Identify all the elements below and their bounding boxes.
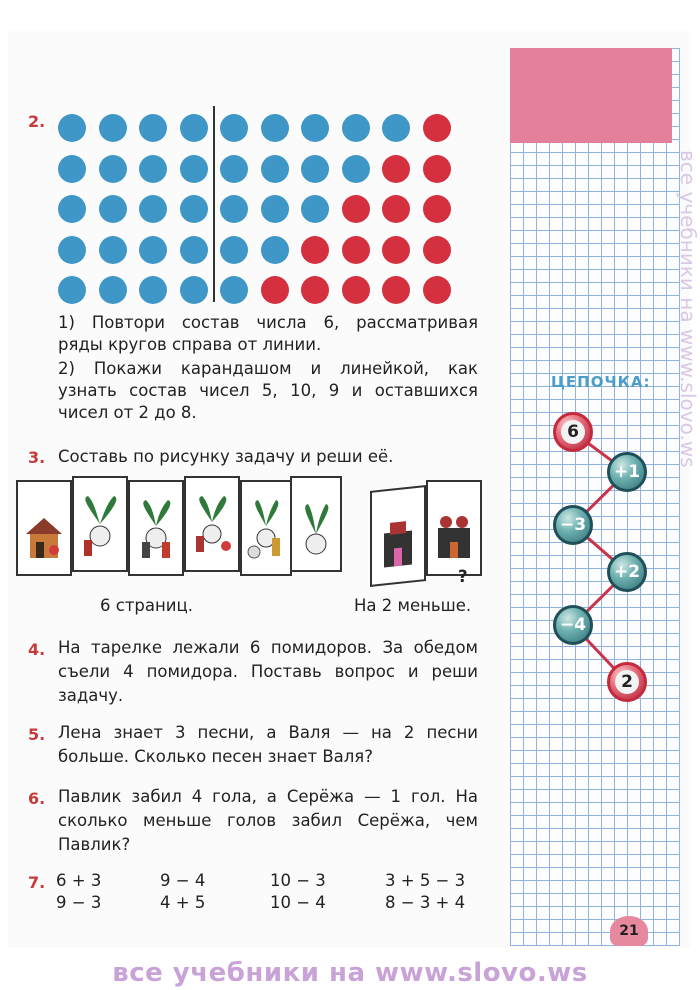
book-page (370, 485, 426, 587)
exercise-2-line-2: ряды кругов справа от линии. (58, 335, 322, 354)
pink-header-box (510, 48, 672, 143)
blue-dot (139, 195, 167, 223)
blue-dot (139, 114, 167, 142)
expression: 9 − 4 (160, 871, 206, 890)
chain-end-value: 2 (615, 670, 639, 694)
exercise-2-line-1: 1) Повтори состав числа 6, рассматривая (58, 313, 478, 332)
blue-dot (382, 114, 410, 142)
red-dot (342, 236, 370, 264)
blue-dot (220, 195, 248, 223)
red-dot (382, 276, 410, 304)
chain-title: ЦЕПОЧКА: (551, 373, 651, 391)
blue-dot (180, 155, 208, 183)
exercise-6-line-1: Павлик забил 4 гола, а Серёжа — 1 гол. На (58, 787, 478, 806)
blue-dot (301, 195, 329, 223)
exercise-5-line-1: Лена знает 3 песни, а Валя — на 2 песни (58, 723, 478, 742)
exercise-3-text: Составь по рисунку задачу и реши её. (58, 447, 394, 466)
expression: 3 + 5 − 3 (385, 871, 466, 890)
chain-step-ball: +2 (607, 552, 647, 592)
red-dot (382, 155, 410, 183)
exercise-6-line-3: Павлик? (58, 835, 131, 854)
exercise-5-line-2: больше. Сколько песен знает Валя? (58, 747, 373, 766)
blue-dot (139, 155, 167, 183)
red-dot (382, 236, 410, 264)
chain-start-value: 6 (561, 420, 585, 444)
red-dot (423, 236, 451, 264)
blue-dot (58, 114, 86, 142)
blue-dot (58, 155, 86, 183)
blue-dot (220, 114, 248, 142)
chain-step-ball: +1 (607, 452, 647, 492)
blue-dot (220, 236, 248, 264)
expression: 9 − 3 (56, 893, 102, 912)
exercise-2-number: 2. (28, 112, 46, 131)
turnip-picture (246, 498, 286, 564)
blue-dot (58, 276, 86, 304)
expression: 6 + 3 (56, 871, 102, 890)
blue-dot (99, 155, 127, 183)
blue-dot (261, 195, 289, 223)
blue-dot (180, 114, 208, 142)
turnip-picture (190, 494, 234, 560)
red-dot (301, 276, 329, 304)
book-page (16, 480, 72, 576)
red-dot (342, 276, 370, 304)
red-dot (423, 195, 451, 223)
exercise-7-number: 7. (28, 873, 46, 892)
blue-dot (58, 195, 86, 223)
bottom-watermark: все учебники на www.slovo.ws (112, 958, 588, 988)
exercise-4-line-3: задачу. (58, 686, 124, 705)
blue-dot (342, 155, 370, 183)
exercise-6-number: 6. (28, 789, 46, 808)
blue-dot (99, 195, 127, 223)
blue-dot (99, 236, 127, 264)
turnip-picture (78, 494, 122, 560)
divider-line (213, 106, 215, 302)
red-dot (423, 276, 451, 304)
blue-dot (139, 236, 167, 264)
expression: 4 + 5 (160, 893, 206, 912)
exercise-6-line-2: сколько меньше голов забил Серёжа, чем (58, 811, 478, 830)
exercise-4-line-1: На тарелке лежали 6 помидоров. За обедом (58, 638, 478, 657)
right-caption: На 2 меньше. (354, 596, 472, 615)
blue-dot (342, 114, 370, 142)
book-page (240, 480, 292, 576)
blue-dot (261, 155, 289, 183)
house-picture (22, 504, 66, 564)
side-watermark: все учебники на www.slovo.ws (676, 150, 700, 468)
exercise-3-number: 3. (28, 448, 46, 467)
page-number: 21 (610, 916, 648, 946)
blue-dot (301, 114, 329, 142)
chain-start-ball (553, 412, 593, 452)
book-page (290, 476, 342, 572)
blue-dot (261, 114, 289, 142)
question-mark: ? (458, 567, 468, 586)
book-page (128, 480, 184, 576)
red-dot (423, 155, 451, 183)
blue-dot (180, 195, 208, 223)
blue-dot (99, 114, 127, 142)
castle-picture (376, 510, 420, 575)
exercise-2-line-5: чисел от 2 до 8. (58, 403, 197, 422)
blue-dot (220, 276, 248, 304)
blue-dot (180, 276, 208, 304)
blue-dot (99, 276, 127, 304)
chain-step-ball: −4 (553, 605, 593, 645)
castle-picture (432, 504, 476, 564)
red-dot (261, 276, 289, 304)
blue-dot (301, 155, 329, 183)
turnip-picture (134, 498, 178, 564)
blue-dot (180, 236, 208, 264)
book-page (426, 480, 482, 576)
blue-dot (139, 276, 167, 304)
chain-step-ball: −3 (553, 505, 593, 545)
blue-dot (220, 155, 248, 183)
red-dot (342, 195, 370, 223)
blue-dot (261, 236, 289, 264)
red-dot (423, 114, 451, 142)
exercise-2-line-3: 2) Покажи карандашом и линейкой, как (58, 359, 478, 378)
expression: 8 − 3 + 4 (385, 893, 466, 912)
chain-end-ball (607, 662, 647, 702)
red-dot (382, 195, 410, 223)
expression: 10 − 3 (270, 871, 326, 890)
expression: 10 − 4 (270, 893, 326, 912)
book-page (184, 476, 240, 572)
turnip-picture (296, 500, 336, 560)
blue-dot (58, 236, 86, 264)
exercise-4-number: 4. (28, 640, 46, 659)
left-caption: 6 страниц. (100, 596, 193, 615)
exercise-2-line-4: узнать состав чисел 5, 10, 9 и оставшихся (58, 381, 478, 400)
red-dot (301, 236, 329, 264)
book-page (72, 476, 128, 572)
exercise-5-number: 5. (28, 725, 46, 744)
exercise-4-line-2: съели 4 помидора. Поставь вопрос и реши (58, 662, 478, 681)
